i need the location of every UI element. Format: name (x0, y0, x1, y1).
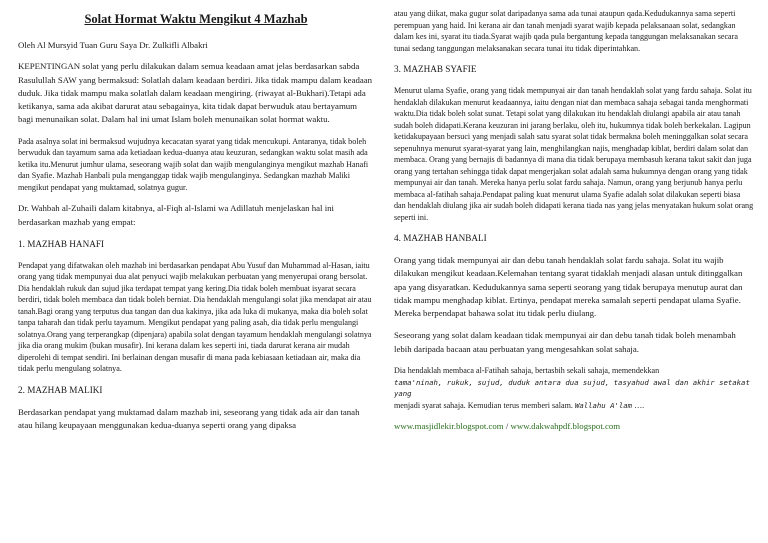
syafie-paragraph: Menurut ulama Syafie, orang yang tidak mempunyai air dan tanah hendaklah solat yang fardu sahaja. Solat itu hendaklah dilakukan menurut keadaannya, iaitu dengan niat dan membaca sahaja sebagai tanda menghormati waktu.Dia tidak boleh solat sunat. Tetapi solat yang dilakukan itu hendaklah diulangi apabila air atau tanah sudah boleh didapati.Kerana keuzuran ini jarang berlaku, oleh itu, hukumnya tidak boleh berkekalan. Lagipun ketidakupayaan bersuci yang menjadi salah satu syarat solat tidak bermakna boleh meninggalkan solat secara sepenuhnya menurut syarat-syarat yang lain, menghilangkan najis, menghadap kiblat, berdiri dalam solat dan membaca. Orang yang bernajis di badannya di mana dia tidak berupaya membasuh kerana takut sakit dan juga orang yang tertahan sehingga tidak dapat mengerjakan solat adalah sama hukumnya dengan orang yang tidak mempunyai air dan tanah. Mereka hanya perlu solat fardu sahaja. Namun, orang yang berjunub hanya perlu membaca al-fatihah sahaja.Pendapat paling kuat menurut ulama Syafie adalah solat dilakukan seperti biasa dan hendaklah diulang jika air sudah boleh didapati kerana tiada nas yang jelas menyatakan hukum solat orang seperti ini. (394, 86, 754, 222)
document-title: Solat Hormat Waktu Mengikut 4 Mazhab (84, 12, 308, 26)
left-column (18, 8, 374, 441)
section-heading-hanafi: 1. MAZHAB HANAFI (18, 238, 105, 249)
maliki-continued-paragraph: atau yang diikat, maka gugur solat daripadanya sama ada tunai ataupun qada.Kedudukannya sama seperti perempuan yang haid. Ini kerana air dan tanah menjadi syarat wajib kepada pelaksanaan solat, sedangkan dalam kes ini, syarat itu tiada.Syarat wajib qada pula bergantung kepada tanggungan melaksanakan secara tunai sedang tanggungan melaksanakan secara tunai itu tidak diperintahkan. (394, 9, 738, 53)
section-heading-maliki: 2. MAZHAB MALIKI (18, 384, 103, 395)
masjidlekir-link[interactable]: www.masjidlekir.blogspot.com (394, 421, 504, 432)
source-links (394, 420, 754, 433)
hanbali-paragraph-1: Orang yang tidak mempunyai air dan debu tanah hendaklah solat fardu sahaja. Solat itu wajib dilakukan mengikut keadaan.Kelemahan tentang syarat tidaklah menjadi alasan untuk ditinggalkan apa yang disyaratkan. Kedudukannya sama seperti seorang yang tidak berupaya menutup aurat dan tidak mampu menghadap kiblat. Ertinya, pendapat mereka samalah seperti pendapat ulama Syafie. Mereka berpendapat bahawa solat itu tidak perlu diulang. (394, 255, 743, 319)
section-heading-hanbali: 4. MAZHAB HANBALI (394, 233, 487, 243)
right-column (394, 8, 754, 442)
section-heading-syafie: 3. MAZHAB SYAFIE (394, 64, 477, 74)
link-separator: / (503, 421, 511, 432)
intro-paragraph-2: Pada asalnya solat ini bermaksud wujudnya kecacatan syarat yang tidak mencukupi. Antaranya, tidak boleh berwuduk dan tayamum sama ada ketiadaan kedua-duanya atau keuzuran, sedangkan waktu solat masih ada ketika itu.Menurut jumhur ulama, seseorang wajib solat dan wajib mengulanginya mengikut mazhab Hanafi dan Syafie. Mazhab Hanbali pula menganggap tidak wajib mengulanginya. Sedangkan mazhab Maliki mengikut pendapat yang muktamad, solatnya gugur. (18, 136, 369, 192)
fatihah-tail-text: menjadi syarat sahaja. Kemudian terus memberi salam. (394, 400, 573, 410)
ellipsis-text: …. (632, 400, 645, 410)
hanafi-paragraph: Pendapat yang difatwakan oleh mazhab ini berdasarkan pendapat Abu Yusuf dan Muhammad al-Hasan, iaitu orang yang tidak mempunyai dua alat penyuci wajib melakukan perbuatan yang menyerupai orang bersolat. Dia hendaklah rukuk dan sujud jika terdapat tempat yang kering.Dia tidak boleh membuat isyarat secara berdiri, tidak boleh membaca dan tidak boleh berniat. Dia hendaklah mengulangi solat jika mendapat air atau tanah.Bagi orang yang terputus dua tangan dan dua kakinya, jika ada luka di mukanya, maka dia boleh solat tanpa taharah dan tidak perlu tayamum. Mengikut pendapat yang paling asah, dia tidak perlu mengulangi solatnya.Orang yang terperangkap (dipenjara) apabila solat dengan tayamum hendaklah mengulangi solatnya jika dia orang mukim (bukan musafir). Ini kerana dalam kes seperti ini, tiada darurat kerana air mudah diperolehi di tempat sendiri. Ini berlainan dengan musafir di mana pada kebiasaan ketiadaan air, maka dia tidak perlu mengulang solatnya. (18, 260, 372, 374)
fatihah-lead-text: Dia hendaklah membaca al-Fatihah sahaja, bertasbih sekali sahaja, memendekkan (394, 366, 660, 376)
wallahu-alam-text: Wallahu A'lam (574, 400, 633, 410)
dakwahpdf-link[interactable]: www.dakwahpdf.blogspot.com (510, 421, 621, 432)
fatihah-handwritten-text: tama'ninah, rukuk, sujud, duduk antara dua sujud, tasyahud awal dan akhir setakat yang (394, 377, 750, 399)
author-byline: Oleh Al Mursyid Tuan Guru Saya Dr. Zulkifli Albakri (18, 40, 208, 50)
fatihah-paragraph (394, 365, 754, 411)
hanbali-paragraph-2: Seseorang yang solat dalam keadaan tidak mempunyai air dan debu tanah tidak boleh menambah lebih daripada bacaan atau perbuatan yang mengesahkan solat sahaja. (394, 330, 736, 354)
intro-paragraph-1: KEPENTINGAN solat yang perlu dilakukan dalam semua keadaan amat jelas berdasarkan sabda Rasulullah SAW yang bermaksud: Solatlah dalam keadaan berdiri. Jika tidak mampu dalam keadaan duduk. Jika tidak mampu maka solatlah dalam keadaan mengiring. (riwayat al-Bukhari).Tetapi ada ketikanya, sama ada akibat darurat atau sebagainya, kita tidak dapat berwuduk atau bertayamum bagi menunaikan solat. Dalam hal ini umat Islam boleh menunaikan solat hormat waktu. (18, 61, 373, 125)
intro-paragraph-3: Dr. Wahbah al-Zuhaili dalam kitabnya, al-Fiqh al-Islami wa Adillatuh menjelaskan hal ini berdasarkan mazhab yang empat: (18, 203, 334, 227)
maliki-paragraph: Berdasarkan pendapat yang muktamad dalam mazhab ini, seseorang yang tidak ada air dan tanah atau hilang keupayaan menggunakan kedua-duanya seperti orang yang dipaksa (18, 406, 360, 431)
